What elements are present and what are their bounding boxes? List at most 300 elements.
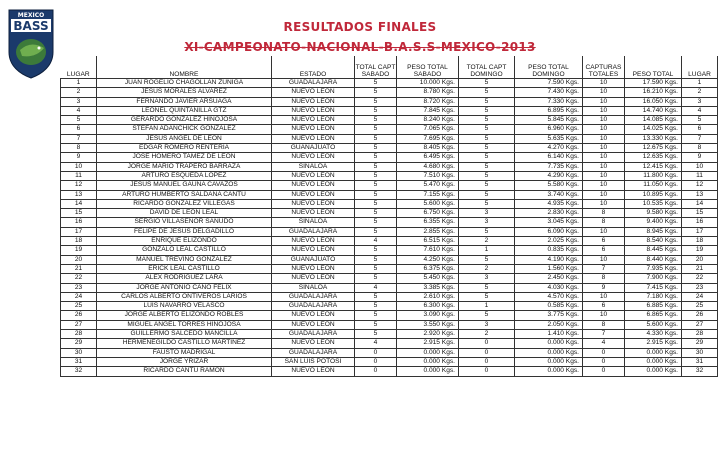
peso-domingo-cell: 4.190 Kgs. [515,255,583,264]
lugar-cell: 28 [61,330,97,339]
peso-sabado-cell: 2.610 Kgs. [397,292,459,301]
peso-total-cell: 14.025 Kgs. [625,125,682,134]
estado-cell: GUADALAJARA [272,79,355,88]
header-lugar: LUGAR [61,56,97,79]
lugar-cell: 2 [61,88,97,97]
capt-domingo-cell: 0 [459,367,515,376]
capturas-totales-cell: 10 [583,106,625,115]
peso-total-cell: 8.945 Kgs. [625,227,682,236]
estado-cell: GUADALAJARA [272,302,355,311]
lugar-final-cell: 8 [682,144,718,153]
nombre-cell: FELIPE DE JESUS DELGADILLO [97,227,272,236]
lugar-final-cell: 18 [682,237,718,246]
capt-domingo-cell: 2 [459,330,515,339]
peso-total-cell: 13.330 Kgs. [625,134,682,143]
table-row [61,274,718,283]
peso-domingo-cell: 3.775 Kgs. [515,311,583,320]
table-row [61,357,718,366]
peso-domingo-cell: 7.590 Kgs. [515,79,583,88]
capt-domingo-cell: 5 [459,199,515,208]
table-row [61,79,718,88]
lugar-cell: 21 [61,264,97,273]
lugar-final-cell: 20 [682,255,718,264]
peso-total-cell: 16.050 Kgs. [625,97,682,106]
lugar-final-cell: 25 [682,302,718,311]
peso-total-cell: 4.330 Kgs. [625,330,682,339]
capt-domingo-cell: 0 [459,357,515,366]
peso-domingo-cell: 0.000 Kgs. [515,367,583,376]
capt-sabado-cell: 0 [355,367,397,376]
peso-total-cell: 12.675 Kgs. [625,144,682,153]
capt-domingo-cell: 5 [459,227,515,236]
capt-sabado-cell: 5 [355,209,397,218]
lugar-final-cell: 16 [682,218,718,227]
peso-sabado-cell: 0.000 Kgs. [397,367,459,376]
nombre-cell: GONZALO LEAL CASTILLO [97,246,272,255]
estado-cell: NUEVO LEON [272,134,355,143]
capt-sabado-cell: 5 [355,79,397,88]
peso-sabado-cell: 6.750 Kgs. [397,209,459,218]
capturas-totales-cell: 0 [583,348,625,357]
nombre-cell: GERARDO GONZALEZ HINOJOSA [97,116,272,125]
table-row [61,162,718,171]
capt-sabado-cell: 4 [355,339,397,348]
lugar-final-cell: 1 [682,79,718,88]
lugar-cell: 1 [61,79,97,88]
estado-cell: NUEVO LEON [272,237,355,246]
peso-sabado-cell: 3.090 Kgs. [397,311,459,320]
lugar-cell: 16 [61,218,97,227]
nombre-cell: EDGAR ROMERO RENTERIA [97,144,272,153]
peso-sabado-cell: 8.720 Kgs. [397,97,459,106]
peso-sabado-cell: 5.600 Kgs. [397,199,459,208]
capt-sabado-cell: 5 [355,311,397,320]
capturas-totales-cell: 6 [583,302,625,311]
nombre-cell: MANUEL TREVIÑO GONZALEZ [97,255,272,264]
peso-total-cell: 0.000 Kgs. [625,348,682,357]
header-capturas-totales: CAPTURAS TOTALES [583,56,625,79]
capturas-totales-cell: 10 [583,171,625,180]
lugar-final-cell: 15 [682,209,718,218]
capt-domingo-cell: 5 [459,181,515,190]
table-row [61,144,718,153]
nombre-cell: JESUS ANGEL DE LEON [97,134,272,143]
peso-domingo-cell: 2.025 Kgs. [515,237,583,246]
capturas-totales-cell: 8 [583,218,625,227]
capt-domingo-cell: 0 [459,339,515,348]
header-peso-sabado: PESO TOTAL SABADO [397,56,459,79]
capt-sabado-cell: 5 [355,144,397,153]
table-row [61,88,718,97]
peso-domingo-cell: 2.830 Kgs. [515,209,583,218]
capturas-totales-cell: 7 [583,264,625,273]
lugar-final-cell: 6 [682,125,718,134]
peso-total-cell: 11.800 Kgs. [625,171,682,180]
peso-total-cell: 17.590 Kgs. [625,79,682,88]
peso-total-cell: 7.900 Kgs. [625,274,682,283]
capt-domingo-cell: 1 [459,246,515,255]
estado-cell: NUEVO LEON [272,199,355,208]
peso-total-cell: 7.180 Kgs. [625,292,682,301]
peso-total-cell: 6.865 Kgs. [625,311,682,320]
capturas-totales-cell: 8 [583,209,625,218]
capt-sabado-cell: 5 [355,292,397,301]
capturas-totales-cell: 9 [583,283,625,292]
table-row [61,292,718,301]
nombre-cell: CARLOS ALBERTO ONTIVEROS LARIOS [97,292,272,301]
capt-domingo-cell: 2 [459,237,515,246]
peso-domingo-cell: 0.000 Kgs. [515,348,583,357]
table-row [61,367,718,376]
capt-domingo-cell: 3 [459,274,515,283]
peso-sabado-cell: 8.405 Kgs. [397,144,459,153]
nombre-cell: JORGE MARIO TRAPERO BARRAZA [97,162,272,171]
peso-total-cell: 7.935 Kgs. [625,264,682,273]
capturas-totales-cell: 10 [583,162,625,171]
estado-cell: NUEVO LEON [272,116,355,125]
peso-sabado-cell: 2.855 Kgs. [397,227,459,236]
capt-sabado-cell: 5 [355,88,397,97]
capt-domingo-cell: 2 [459,264,515,273]
estado-cell: NUEVO LEON [272,106,355,115]
capt-domingo-cell: 5 [459,153,515,162]
nombre-cell: ARTURO HUMBERTO SALDAÑA CANTU [97,190,272,199]
peso-domingo-cell: 0.000 Kgs. [515,339,583,348]
header-peso-domingo: PESO TOTAL DOMINGO [515,56,583,79]
peso-domingo-cell: 7.430 Kgs. [515,88,583,97]
nombre-cell: RICARDO CANTU RAMON [97,367,272,376]
estado-cell: NUEVO LEON [272,264,355,273]
nombre-cell: JUAN ROGELIO CHAGOLLAN ZUÑIGA [97,79,272,88]
nombre-cell: MIGUEL ANGEL TORRES HINOJOSA [97,320,272,329]
peso-domingo-cell: 6.090 Kgs. [515,227,583,236]
capt-sabado-cell: 5 [355,116,397,125]
table-row [61,181,718,190]
capturas-totales-cell: 10 [583,125,625,134]
capturas-totales-cell: 0 [583,357,625,366]
lugar-cell: 26 [61,311,97,320]
lugar-final-cell: 31 [682,357,718,366]
peso-total-cell: 12.415 Kgs. [625,162,682,171]
capt-domingo-cell: 5 [459,190,515,199]
capturas-totales-cell: 10 [583,255,625,264]
peso-domingo-cell: 6.895 Kgs. [515,106,583,115]
capturas-totales-cell: 8 [583,320,625,329]
header-capt-sabado: TOTAL CAPT SABADO [355,56,397,79]
estado-cell: NUEVO LEON [272,339,355,348]
peso-total-cell: 10.895 Kgs. [625,190,682,199]
capt-sabado-cell: 5 [355,320,397,329]
nombre-cell: ALEX RODRIGUEZ LARA [97,274,272,283]
lugar-final-cell: 26 [682,311,718,320]
estado-cell: NUEVO LEON [272,320,355,329]
capt-sabado-cell: 5 [355,162,397,171]
lugar-final-cell: 10 [682,162,718,171]
lugar-final-cell: 27 [682,320,718,329]
capt-domingo-cell: 3 [459,209,515,218]
peso-total-cell: 0.000 Kgs. [625,367,682,376]
estado-cell: NUEVO LEON [272,246,355,255]
lugar-final-cell: 5 [682,116,718,125]
header-capt-domingo: TOTAL CAPT DOMINGO [459,56,515,79]
peso-domingo-cell: 2.450 Kgs. [515,274,583,283]
lugar-cell: 4 [61,106,97,115]
estado-cell: GUADALAJARA [272,292,355,301]
nombre-cell: JORGE ALBERTO ELIZONDO ROBLES [97,311,272,320]
peso-domingo-cell: 1.560 Kgs. [515,264,583,273]
peso-domingo-cell: 2.050 Kgs. [515,320,583,329]
capt-domingo-cell: 3 [459,218,515,227]
table-row [61,199,718,208]
capt-domingo-cell: 5 [459,255,515,264]
capt-sabado-cell: 5 [355,125,397,134]
nombre-cell: HERMENEGILDO CASTILLO MARTINEZ [97,339,272,348]
peso-sabado-cell: 8.780 Kgs. [397,88,459,97]
peso-domingo-cell: 6.960 Kgs. [515,125,583,134]
estado-cell: NUEVO LEON [272,125,355,134]
capt-sabado-cell: 5 [355,274,397,283]
peso-total-cell: 8.440 Kgs. [625,255,682,264]
capturas-totales-cell: 10 [583,134,625,143]
lugar-cell: 25 [61,302,97,311]
estado-cell: NUEVO LEON [272,181,355,190]
peso-domingo-cell: 4.935 Kgs. [515,199,583,208]
peso-domingo-cell: 0.835 Kgs. [515,246,583,255]
capturas-totales-cell: 10 [583,116,625,125]
table-row [61,153,718,162]
peso-domingo-cell: 4.270 Kgs. [515,144,583,153]
peso-sabado-cell: 8.240 Kgs. [397,116,459,125]
peso-domingo-cell: 1.410 Kgs. [515,330,583,339]
page-subtitle: XI-CAMPEONATO-NACIONAL-B.A.S.S-MEXICO-2013 [184,40,536,54]
estado-cell: SINALOA [272,218,355,227]
page-title: RESULTADOS FINALES [283,20,437,34]
estado-cell: NUEVO LEON [272,209,355,218]
lugar-cell: 5 [61,116,97,125]
peso-total-cell: 2.915 Kgs. [625,339,682,348]
peso-total-cell: 7.415 Kgs. [625,283,682,292]
peso-domingo-cell: 3.740 Kgs. [515,190,583,199]
table-row [61,218,718,227]
peso-total-cell: 10.535 Kgs. [625,199,682,208]
lugar-cell: 27 [61,320,97,329]
table-row [61,237,718,246]
header-lugar-final: LUGAR [682,56,718,79]
lugar-cell: 29 [61,339,97,348]
nombre-cell: JESUS MANUEL GAUNA CAVAZOS [97,181,272,190]
estado-cell: NUEVO LEON [272,311,355,320]
capt-sabado-cell: 4 [355,283,397,292]
header-peso-total: PESO TOTAL [625,56,682,79]
capturas-totales-cell: 10 [583,292,625,301]
capt-sabado-cell: 5 [355,246,397,255]
nombre-cell: ARTURO ESQUEDA LOPEZ [97,171,272,180]
table-row [61,116,718,125]
capturas-totales-cell: 10 [583,190,625,199]
capt-sabado-cell: 5 [355,190,397,199]
lugar-cell: 11 [61,171,97,180]
capturas-totales-cell: 10 [583,153,625,162]
lugar-final-cell: 21 [682,264,718,273]
table-row [61,190,718,199]
capt-domingo-cell: 5 [459,162,515,171]
capt-domingo-cell: 5 [459,106,515,115]
capturas-totales-cell: 6 [583,237,625,246]
lugar-final-cell: 22 [682,274,718,283]
capt-sabado-cell: 5 [355,171,397,180]
table-row [61,227,718,236]
capt-sabado-cell: 5 [355,134,397,143]
peso-domingo-cell: 4.570 Kgs. [515,292,583,301]
results-table [60,56,718,377]
estado-cell: GUADALAJARA [272,348,355,357]
peso-total-cell: 5.600 Kgs. [625,320,682,329]
lugar-cell: 19 [61,246,97,255]
lugar-final-cell: 14 [682,199,718,208]
peso-sabado-cell: 7.610 Kgs. [397,246,459,255]
lugar-final-cell: 7 [682,134,718,143]
estado-cell: SAN LUIS POTOSI [272,357,355,366]
nombre-cell: FERNANDO JAVIER ARSUAGA [97,97,272,106]
capt-sabado-cell: 5 [355,302,397,311]
lugar-cell: 3 [61,97,97,106]
lugar-cell: 10 [61,162,97,171]
peso-sabado-cell: 3.550 Kgs. [397,320,459,329]
capt-domingo-cell: 5 [459,292,515,301]
lugar-cell: 15 [61,209,97,218]
peso-sabado-cell: 0.000 Kgs. [397,357,459,366]
lugar-cell: 23 [61,283,97,292]
nombre-cell: GUILLERMO SALCEDO MANCILLA [97,330,272,339]
capturas-totales-cell: 0 [583,367,625,376]
nombre-cell: ERICK LEAL CASTILLO [97,264,272,273]
peso-sabado-cell: 4.680 Kgs. [397,162,459,171]
capt-sabado-cell: 5 [355,255,397,264]
header-row [61,56,718,79]
capturas-totales-cell: 10 [583,79,625,88]
capturas-totales-cell: 8 [583,274,625,283]
nombre-cell: LUIS NAVARRO VELASCO [97,302,272,311]
table-row [61,209,718,218]
lugar-final-cell: 19 [682,246,718,255]
peso-sabado-cell: 2.915 Kgs. [397,339,459,348]
nombre-cell: FAUSTO MADRIGAL [97,348,272,357]
capturas-totales-cell: 4 [583,339,625,348]
lugar-cell: 31 [61,357,97,366]
nombre-cell: JORGE YRIZAR [97,357,272,366]
capt-domingo-cell: 5 [459,79,515,88]
lugar-final-cell: 28 [682,330,718,339]
capturas-totales-cell: 6 [583,246,625,255]
capt-sabado-cell: 4 [355,237,397,246]
estado-cell: GUADALAJARA [272,330,355,339]
capturas-totales-cell: 10 [583,199,625,208]
table-row [61,264,718,273]
capt-sabado-cell: 5 [355,227,397,236]
capt-domingo-cell: 1 [459,302,515,311]
lugar-final-cell: 30 [682,348,718,357]
capt-sabado-cell: 0 [355,348,397,357]
peso-sabado-cell: 7.695 Kgs. [397,134,459,143]
peso-sabado-cell: 6.515 Kgs. [397,237,459,246]
estado-cell: NUEVO LEON [272,171,355,180]
peso-sabado-cell: 7.065 Kgs. [397,125,459,134]
lugar-cell: 22 [61,274,97,283]
capt-sabado-cell: 5 [355,153,397,162]
estado-cell: GUADALAJARA [272,227,355,236]
peso-sabado-cell: 3.385 Kgs. [397,283,459,292]
peso-domingo-cell: 5.635 Kgs. [515,134,583,143]
capt-sabado-cell: 5 [355,264,397,273]
capt-sabado-cell: 5 [355,218,397,227]
nombre-cell: DAVID DE LEON LEAL [97,209,272,218]
lugar-final-cell: 29 [682,339,718,348]
lugar-cell: 7 [61,134,97,143]
peso-total-cell: 9.400 Kgs. [625,218,682,227]
header-nombre: NOMBRE [97,56,272,79]
table-row [61,97,718,106]
peso-domingo-cell: 4.030 Kgs. [515,283,583,292]
logo-main-text: BASS [13,19,49,33]
table-row [61,171,718,180]
table-row [61,125,718,134]
estado-cell: NUEVO LEON [272,367,355,376]
estado-cell: NUEVO LEON [272,153,355,162]
capt-domingo-cell: 0 [459,348,515,357]
table-row [61,311,718,320]
table-row [61,106,718,115]
peso-domingo-cell: 4.290 Kgs. [515,171,583,180]
capturas-totales-cell: 10 [583,144,625,153]
estado-cell: NUEVO LEON [272,88,355,97]
lugar-cell: 13 [61,190,97,199]
capt-domingo-cell: 5 [459,283,515,292]
capt-sabado-cell: 5 [355,97,397,106]
lugar-cell: 18 [61,237,97,246]
capt-domingo-cell: 3 [459,320,515,329]
nombre-cell: ENRIQUE ELIZONDO [97,237,272,246]
peso-domingo-cell: 7.735 Kgs. [515,162,583,171]
table-row [61,330,718,339]
estado-cell: GUANAJUATO [272,255,355,264]
lugar-cell: 24 [61,292,97,301]
capturas-totales-cell: 10 [583,311,625,320]
peso-total-cell: 16.210 Kgs. [625,88,682,97]
capturas-totales-cell: 10 [583,227,625,236]
peso-sabado-cell: 7.510 Kgs. [397,171,459,180]
table-row [61,302,718,311]
lugar-cell: 20 [61,255,97,264]
lugar-final-cell: 12 [682,181,718,190]
peso-sabado-cell: 5.450 Kgs. [397,274,459,283]
peso-domingo-cell: 7.330 Kgs. [515,97,583,106]
peso-domingo-cell: 5.845 Kgs. [515,116,583,125]
table-row [61,339,718,348]
lugar-final-cell: 3 [682,97,718,106]
peso-total-cell: 0.000 Kgs. [625,357,682,366]
estado-cell: GUANAJUATO [272,144,355,153]
estado-cell: NUEVO LEON [272,97,355,106]
lugar-cell: 9 [61,153,97,162]
nombre-cell: STEFAN ADANCHICK GONZALEZ [97,125,272,134]
capt-domingo-cell: 5 [459,116,515,125]
capt-sabado-cell: 5 [355,106,397,115]
peso-domingo-cell: 6.140 Kgs. [515,153,583,162]
capt-domingo-cell: 5 [459,88,515,97]
estado-cell: SINALOA [272,162,355,171]
peso-total-cell: 9.580 Kgs. [625,209,682,218]
nombre-cell: LEONEL QUINTANILLA GTZ [97,106,272,115]
